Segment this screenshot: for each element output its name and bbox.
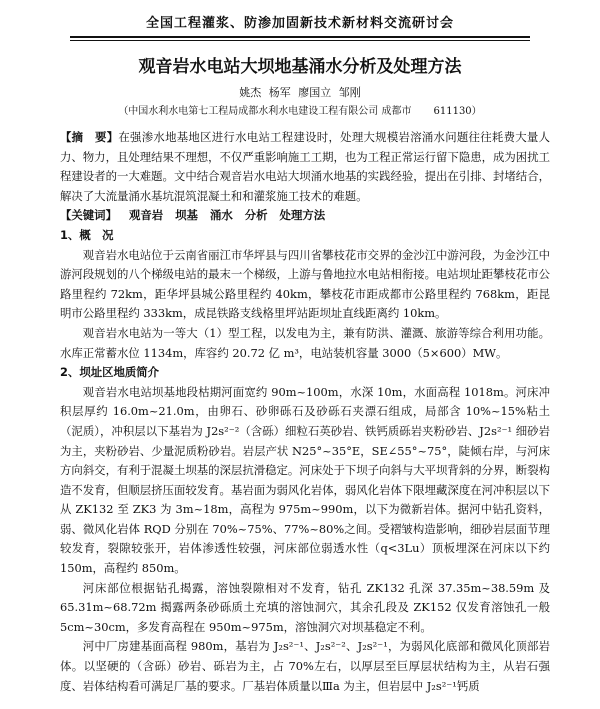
keyword: 处理方法 — [279, 208, 326, 223]
section-2-paragraph-1: 观音岩水电站坝基地段枯期河面宽约 90m~100m，水深 10m，水面高程 1018m。河床冲积层厚约 16.0m~21.0m，由卵石、砂卵砾石及砂砾石夹漂石组成，局部含 10%~15%粘土（泥质），冲积层以下基岩为 J2s²⁻²（含砾）细粒石英砂岩、铁钙质砾岩夹粉砂岩、J2s²⁻¹ 细砂岩为主，夹粉砂岩、少量泥质粉砂岩。岩层产状 N25°~35°E，SE∠55°~75°，陡倾右岸，与河床方向斜交，有利于混凝土坝基的深层抗滑稳定。河床处于下坝子向斜与大平坝背斜的分界，断裂构造不发育，但顺层挤压面较发育。基岩面为弱风化岩体，弱风化岩体下限埋藏深度在河冲积层以下从 ZK132 至 ZK3 为 3m~18m，高程为 975m~990m，以下为微新岩体。据河中钻孔资料，弱、微风化岩体 RQD 分别在 70%~75%、77%~80%之间。受褶皱构造影响，细砂岩层面节理较发育，裂隙较张开，岩体渗透性较强，河床部位弱透水性（q<3Lu）顶板埋深在河床以下约 150m，高程约 850m。 — [60, 384, 550, 576]
section-2-paragraph-2: 河床部位根据钻孔揭露，溶蚀裂隙相对不发育，钻孔 ZK132 孔深 37.35m~38.59m 及 65.31m~68.72m 揭露两条砂砾质土充填的溶蚀洞穴，其余孔段及 ZK152 仅发育溶蚀孔一般 5cm~30cm，多发育高程在 950m~975m，溶蚀洞穴对坝基稳定不利。 — [60, 580, 550, 634]
authors: 姚杰 杨军 廖国立 邹刚 — [239, 86, 361, 99]
paper-title: 观音岩水电站大坝地基涌水分析及处理方法 — [138, 57, 462, 77]
abstract-label: 【摘 要】 — [60, 130, 119, 144]
abstract — [60, 128, 550, 206]
conference-header: 全国工程灌浆、防渗加固新技术新材料交流研讨会 — [145, 16, 454, 31]
section-2-paragraph-3: 河中厂房建基面高程 980m，基岩为 J₂s²⁻¹、J₂s²⁻²、J₂s²⁻¹，为弱风化底部和微风化顶部岩体。以坚硬的（含砾）砂岩、砾岩为主，占 70%左右，以厚层至巨厚层状结构为主，从岩石强度、岩体结构看可满足厂基的要求。厂基岩体质量以Ⅲa 为主，但岩层中 J₂s²⁻¹钙质 — [60, 639, 550, 693]
keyword: 观音岩 — [128, 208, 164, 223]
paper-body — [60, 128, 550, 696]
affiliation-text: （中国水利水电第七工程局成都水利水电建设工程有限公司 成都市 — [118, 106, 412, 117]
abstract-text: 在强渗水地基地区进行水电站工程建设时，处理大规模岩溶涌水问题往往耗费大量人力、物力，且处理结果不理想，不仅严重影响施工工期，也为工程正常运行留下隐患，成为困扰工程建设者的一大难题。文中结合观音岩水电站大坝涌水地基的实践经验，提出在引排、封堵结合，解决了大流量涌水基坑混筑混凝土和和灌浆施工技术的难题。 — [60, 130, 550, 203]
keyword: 坝基 — [175, 208, 198, 223]
header-rule-thin — [70, 40, 530, 41]
section-2-heading: 2、坝址区地质简介 — [60, 365, 160, 380]
section-1-paragraph-1: 观音岩水电站位于云南省丽江市华坪县与四川省攀枝花市交界的金沙江中游河段，为金沙江中游河段规划的八个梯级电站的最末一个梯级，上游与鲁地拉水电站相衔接。电站坝址距攀枝花市公路里程约 72km，距华坪县城公路里程约 40km，攀枝花市距成都市公路里程约 768km，距昆明市公路里程约 333km，成昆铁路支线格里坪站距坝址直线距离约 10km。 — [60, 247, 550, 321]
keyword: 涌水 — [209, 208, 233, 223]
keywords-label: 【关键词】 — [60, 208, 117, 223]
affiliation-postcode: 611130） — [433, 106, 482, 117]
section-1-heading: 1、概 况 — [60, 227, 114, 242]
affiliation — [0, 102, 600, 117]
keywords — [60, 206, 550, 226]
section-1-paragraph-2: 观音岩水电站为一等大（1）型工程，以发电为主，兼有防洪、灌溉、旅游等综合利用功能。水库正常蓄水位 1134m，库容约 20.72 亿 m³，电站装机容量 3000（5×600）MW。 — [60, 325, 550, 360]
header-rule-thick — [70, 36, 530, 38]
keyword: 分析 — [244, 208, 268, 223]
